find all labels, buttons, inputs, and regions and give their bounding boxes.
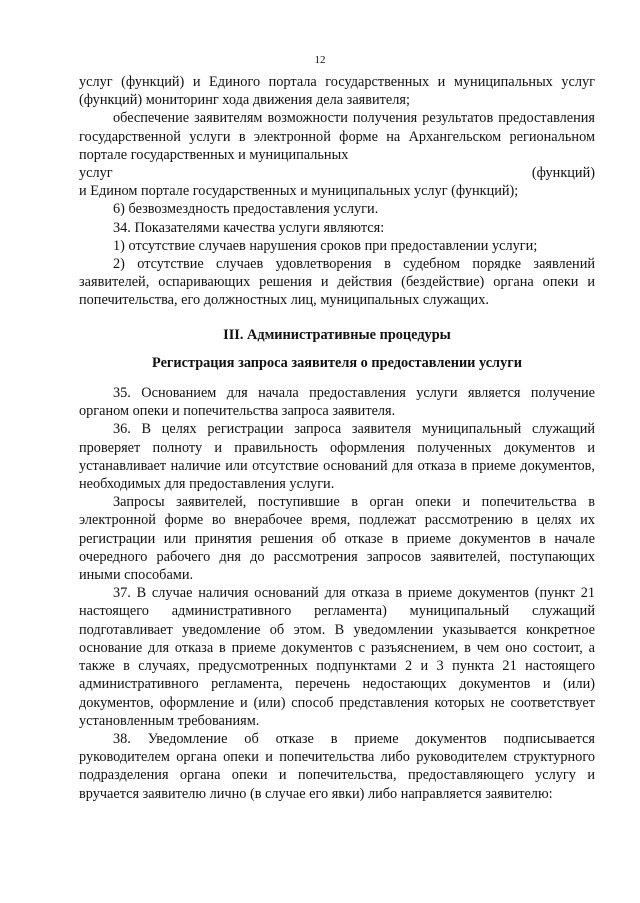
page-number: 12 xyxy=(314,54,326,66)
paragraph-free-of-charge: 6) безвозмездность предоставления услуги. xyxy=(113,201,379,218)
paragraph-indicator-1: 1) отсутствие случаев нарушения сроков при предоставлении услуги; xyxy=(113,237,538,254)
paragraph-36-electronic-requests: Запросы заявителей, поступившие в орган опеки и попечительства в электронной форме во внерабочее время, подлежат рассмотрению в целях их регистрации или принятия решения об отказе в приеме документов в начале очередного рабочего дня до рассмотрения запросов заявителей, поступающих иными способами. xyxy=(79,494,595,584)
document-body xyxy=(79,73,595,803)
paragraph-38: 38. Уведомление об отказе в приеме документов подписывается руководителем органа опеки и попечительства либо руководителем структурного подразделения органа опеки и попечительства, предоставляющего услугу и вручается заявителю лично (в случае его явки) либо направляется заявителю: xyxy=(79,730,595,802)
paragraph-34-quality-indicators: 34. Показателями качества услуги являются: xyxy=(113,219,385,236)
paragraph-monitoring: услуг (функций) и Единого портала государственных и муниципальных услуг (функций) мониторинг хода движения дела заявителя; xyxy=(79,74,595,109)
paragraph-37: 37. В случае наличия оснований для отказа в приеме документов (пункт 21 настоящего административного регламента) муниципальный служащий подготавливает уведомление об этом. В уведомлении указывается конкретное основание для отказа в приеме документов с разъяснением, в чем оно состоит, а также в случаях, предусмотренных подпунктами 2 и 3 пункта 21 настоящего административного регламента, перечень недостающих документов и (или) документов, оформление и (или) способ представления которых не соответствует установленным требованиям. xyxy=(79,585,595,729)
paragraph-indicator-2: 2) отсутствие случаев удовлетворения в судебном порядке заявлений заявителей, оспаривающих решения и действия (бездействие) органа опеки и попечительства, его должностных лиц, муниципальных служащих. xyxy=(79,256,595,309)
paragraph-word-uslug: услуг xyxy=(79,165,113,182)
paragraph-36: 36. В целях регистрации запроса заявителя муниципальный служащий проверяет полноту и правильность оформления полученных документов и устанавливает наличие или отсутствие оснований для отказа в приеме документов, необходимых для предоставления услуги. xyxy=(79,421,595,493)
paragraph-unified-portal: и Едином портале государственных и муниципальных услуг (функций); xyxy=(79,183,519,200)
paragraph-results-access: обеспечение заявителям возможности получения результатов предоставления государственной услуги в электронной форме на Архангельском региональном портале государственных и муниципальных xyxy=(79,110,595,163)
paragraph-results-access-continued xyxy=(79,164,595,182)
paragraph-35: 35. Основанием для начала предоставления услуги является получение органом опеки и попечительства запроса заявителя. xyxy=(79,385,595,420)
section-title: III. Административные процедуры xyxy=(223,326,451,343)
paragraph-line-split xyxy=(79,164,595,182)
subsection-title: Регистрация запроса заявителя о предоставлении услуги xyxy=(152,354,522,371)
paragraph-word-funktsiy: (функций) xyxy=(531,165,595,182)
